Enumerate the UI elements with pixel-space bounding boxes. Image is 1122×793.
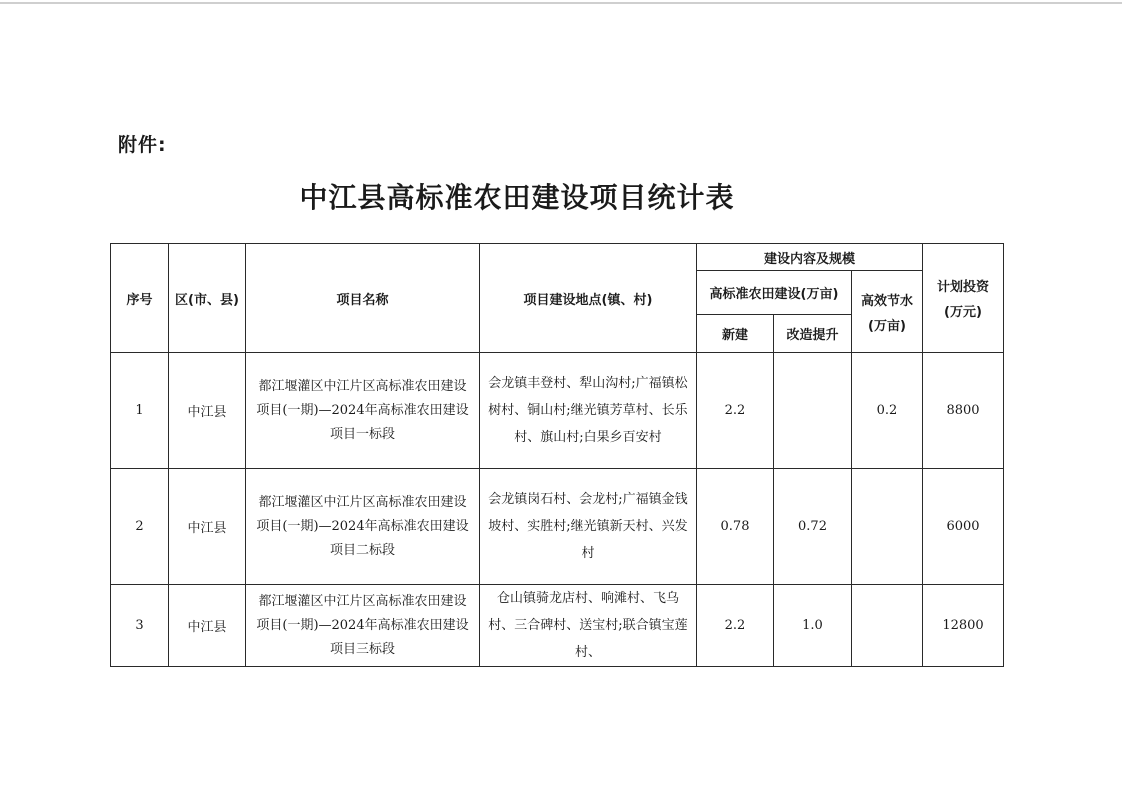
statistics-table (110, 243, 1004, 667)
row-upgrade (774, 353, 852, 469)
header-investment-label: 计划投资 (936, 280, 989, 295)
header-location: 项目建设地点(镇、村) (480, 244, 697, 353)
header-investment-unit: (万元) (944, 305, 982, 320)
header-investment (923, 244, 1004, 353)
header-content-scale: 建设内容及规模 (697, 244, 923, 271)
table-row (111, 353, 1004, 469)
row-water-saving (852, 585, 923, 667)
header-farmland: 高标准农田建设(万亩) (697, 271, 852, 315)
row-location: 会龙镇岗石村、会龙村;广福镇金钱坡村、实胜村;继光镇新天村、兴发村 (480, 469, 697, 585)
row-location: 会龙镇丰登村、犁山沟村;广福镇松树村、铜山村;继光镇芳草村、长乐村、旗山村;白果乡百安村 (480, 353, 697, 469)
row-upgrade: 0.72 (774, 469, 852, 585)
row-project-name: 都江堰灌区中江片区高标准农田建设项目(一期)—2024年高标准农田建设项目一标段 (246, 353, 480, 469)
row-district: 中江县 (169, 469, 246, 585)
statistics-table-container (110, 243, 1003, 667)
row-upgrade: 1.0 (774, 585, 852, 667)
header-water-saving (852, 271, 923, 353)
scan-top-edge (0, 2, 1122, 4)
header-water-saving-label: 高效节水 (860, 293, 913, 309)
row-index: 3 (111, 585, 169, 667)
row-water-saving (852, 469, 923, 585)
row-new: 2.2 (697, 585, 774, 667)
header-district: 区(市、县) (169, 244, 246, 353)
row-district: 中江县 (169, 585, 246, 667)
row-index: 2 (111, 469, 169, 585)
header-new: 新建 (697, 315, 774, 353)
header-upgrade: 改造提升 (774, 315, 852, 353)
row-project-name: 都江堰灌区中江片区高标准农田建设项目(一期)—2024年高标准农田建设项目二标段 (246, 469, 480, 585)
row-investment: 6000 (923, 469, 1004, 585)
row-district: 中江县 (169, 353, 246, 469)
row-new: 0.78 (697, 469, 774, 585)
table-row (111, 585, 1004, 667)
row-new: 2.2 (697, 353, 774, 469)
row-index: 1 (111, 353, 169, 469)
row-project-name: 都江堰灌区中江片区高标准农田建设项目(一期)—2024年高标准农田建设项目三标段 (246, 585, 480, 667)
header-water-saving-unit: (万亩) (868, 318, 906, 334)
row-investment: 12800 (923, 585, 1004, 667)
attachment-label: 附件: (118, 134, 167, 156)
header-project-name: 项目名称 (246, 244, 480, 353)
row-location: 仓山镇骑龙店村、响滩村、飞乌村、三合碑村、送宝村;联合镇宝莲村、 (480, 585, 697, 667)
table-row (111, 469, 1004, 585)
row-investment: 8800 (923, 353, 1004, 469)
header-index: 序号 (111, 244, 169, 353)
row-water-saving: 0.2 (852, 353, 923, 469)
document-title: 中江县高标准农田建设项目统计表 (299, 181, 735, 214)
